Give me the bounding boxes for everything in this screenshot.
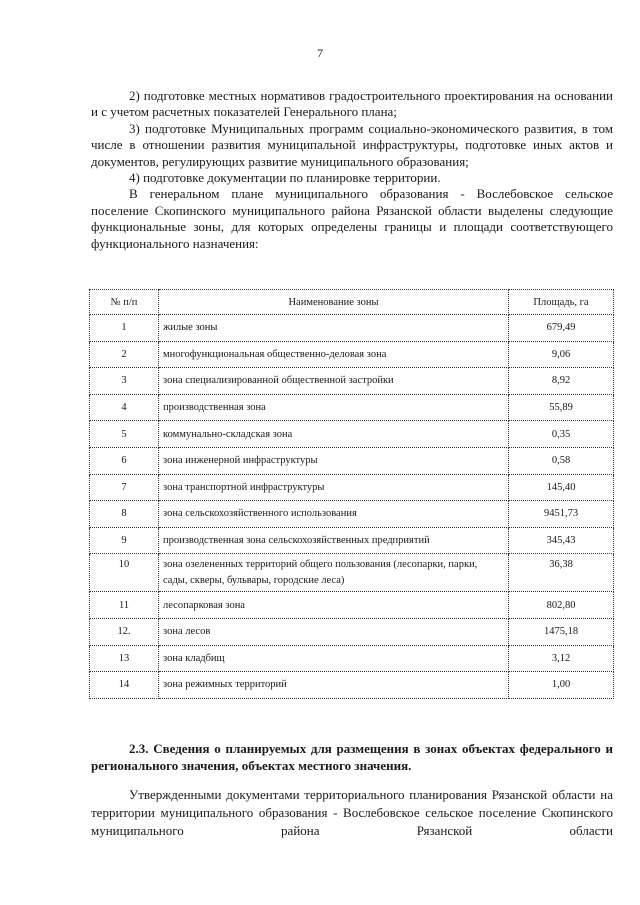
table-row — [90, 592, 614, 619]
section-heading: 2.3. Сведения о планируемых для размещения в зонах объектах федерального и регионального значения, объектах местного значения. — [91, 741, 613, 773]
cell-zone-name: жилые зоны — [159, 315, 509, 342]
table-row — [90, 618, 614, 645]
table-row — [90, 315, 614, 342]
column-header-area: Площадь, га — [509, 290, 614, 315]
table-row — [90, 645, 614, 672]
paragraph: Утвержденными документами территориального планирования Рязанской области на территории муниципального образования - Вослебовское сельское поселение Скопинского муниципального района Рязанской области — [91, 787, 613, 838]
page-number: 7 — [317, 46, 323, 60]
table-row — [90, 394, 614, 421]
cell-number: 14 — [90, 672, 159, 699]
cell-number: 7 — [90, 474, 159, 501]
cell-zone-name: многофункциональная общественно-деловая зона — [159, 341, 509, 368]
paragraph: 3) подготовке Муниципальных программ социально-экономического развития, в том числе в отношении развития муниципальной инфраструктуры, подготовке иных актов и документов, регулирующих развитие муниципального образования; — [91, 120, 613, 169]
cell-area: 9,06 — [509, 341, 614, 368]
cell-zone-name: зона специализированной общественной застройки — [159, 368, 509, 395]
cell-zone-name: производственная зона — [159, 394, 509, 421]
table-row — [90, 474, 614, 501]
cell-zone-name: коммунально-складская зона — [159, 421, 509, 448]
cell-area: 679,49 — [509, 315, 614, 342]
cell-number: 13 — [90, 645, 159, 672]
final-text — [91, 786, 613, 840]
cell-zone-name: производственная зона сельскохозяйственных предприятий — [159, 527, 509, 554]
cell-number: 5 — [90, 421, 159, 448]
cell-zone-name: зона кладбищ — [159, 645, 509, 672]
cell-area: 802,80 — [509, 592, 614, 619]
table-row — [90, 341, 614, 368]
cell-area: 0,58 — [509, 447, 614, 474]
table-row — [90, 501, 614, 528]
cell-zone-name: зона режимных территорий — [159, 672, 509, 699]
cell-area: 9451,73 — [509, 501, 614, 528]
column-header-name: Наименование зоны — [159, 290, 509, 315]
cell-zone-name: лесопарковая зона — [159, 592, 509, 619]
table-row — [90, 447, 614, 474]
cell-number: 4 — [90, 394, 159, 421]
table-row — [90, 421, 614, 448]
zones-table — [89, 289, 614, 699]
intro-text — [91, 88, 613, 252]
cell-area: 55,89 — [509, 394, 614, 421]
cell-zone-name: зона транспортной инфраструктуры — [159, 474, 509, 501]
cell-area: 1,00 — [509, 672, 614, 699]
cell-number: 8 — [90, 501, 159, 528]
cell-zone-name: зона инженерной инфраструктуры — [159, 447, 509, 474]
column-header-number: № п/п — [90, 290, 159, 315]
table-row — [90, 554, 614, 592]
cell-area: 3,12 — [509, 645, 614, 672]
cell-number: 3 — [90, 368, 159, 395]
cell-zone-name: зона лесов — [159, 618, 509, 645]
paragraph: В генеральном плане муниципального образования - Вослебовское сельское поселение Скопинского муниципального района Рязанской области выделены следующие функциональные зоны, для которых определены границы и площади соответствующего функционального назначения: — [91, 186, 613, 251]
cell-number: 6 — [90, 447, 159, 474]
paragraph: 2) подготовке местных нормативов градостроительного проектирования на основании и с учетом расчетных показателей Генерального плана; — [91, 88, 613, 120]
cell-number: 9 — [90, 527, 159, 554]
cell-area: 8,92 — [509, 368, 614, 395]
cell-number: 12. — [90, 618, 159, 645]
cell-number: 2 — [90, 341, 159, 368]
cell-area: 0,35 — [509, 421, 614, 448]
cell-number: 1 — [90, 315, 159, 342]
table-header-row — [90, 290, 614, 315]
cell-area: 36,38 — [509, 554, 614, 592]
table-row — [90, 527, 614, 554]
cell-number: 10 — [90, 554, 159, 592]
cell-area: 1475,18 — [509, 618, 614, 645]
cell-area: 145,40 — [509, 474, 614, 501]
paragraph: 4) подготовке документации по планировке территории. — [129, 170, 441, 186]
cell-zone-name: зона озелененных территорий общего пользования (лесопарки, парки, сады, скверы, бульвары, городские леса) — [159, 554, 509, 592]
cell-number: 11 — [90, 592, 159, 619]
table-row — [90, 368, 614, 395]
cell-area: 345,43 — [509, 527, 614, 554]
cell-zone-name: зона сельскохозяйственного использования — [159, 501, 509, 528]
table-row — [90, 672, 614, 699]
